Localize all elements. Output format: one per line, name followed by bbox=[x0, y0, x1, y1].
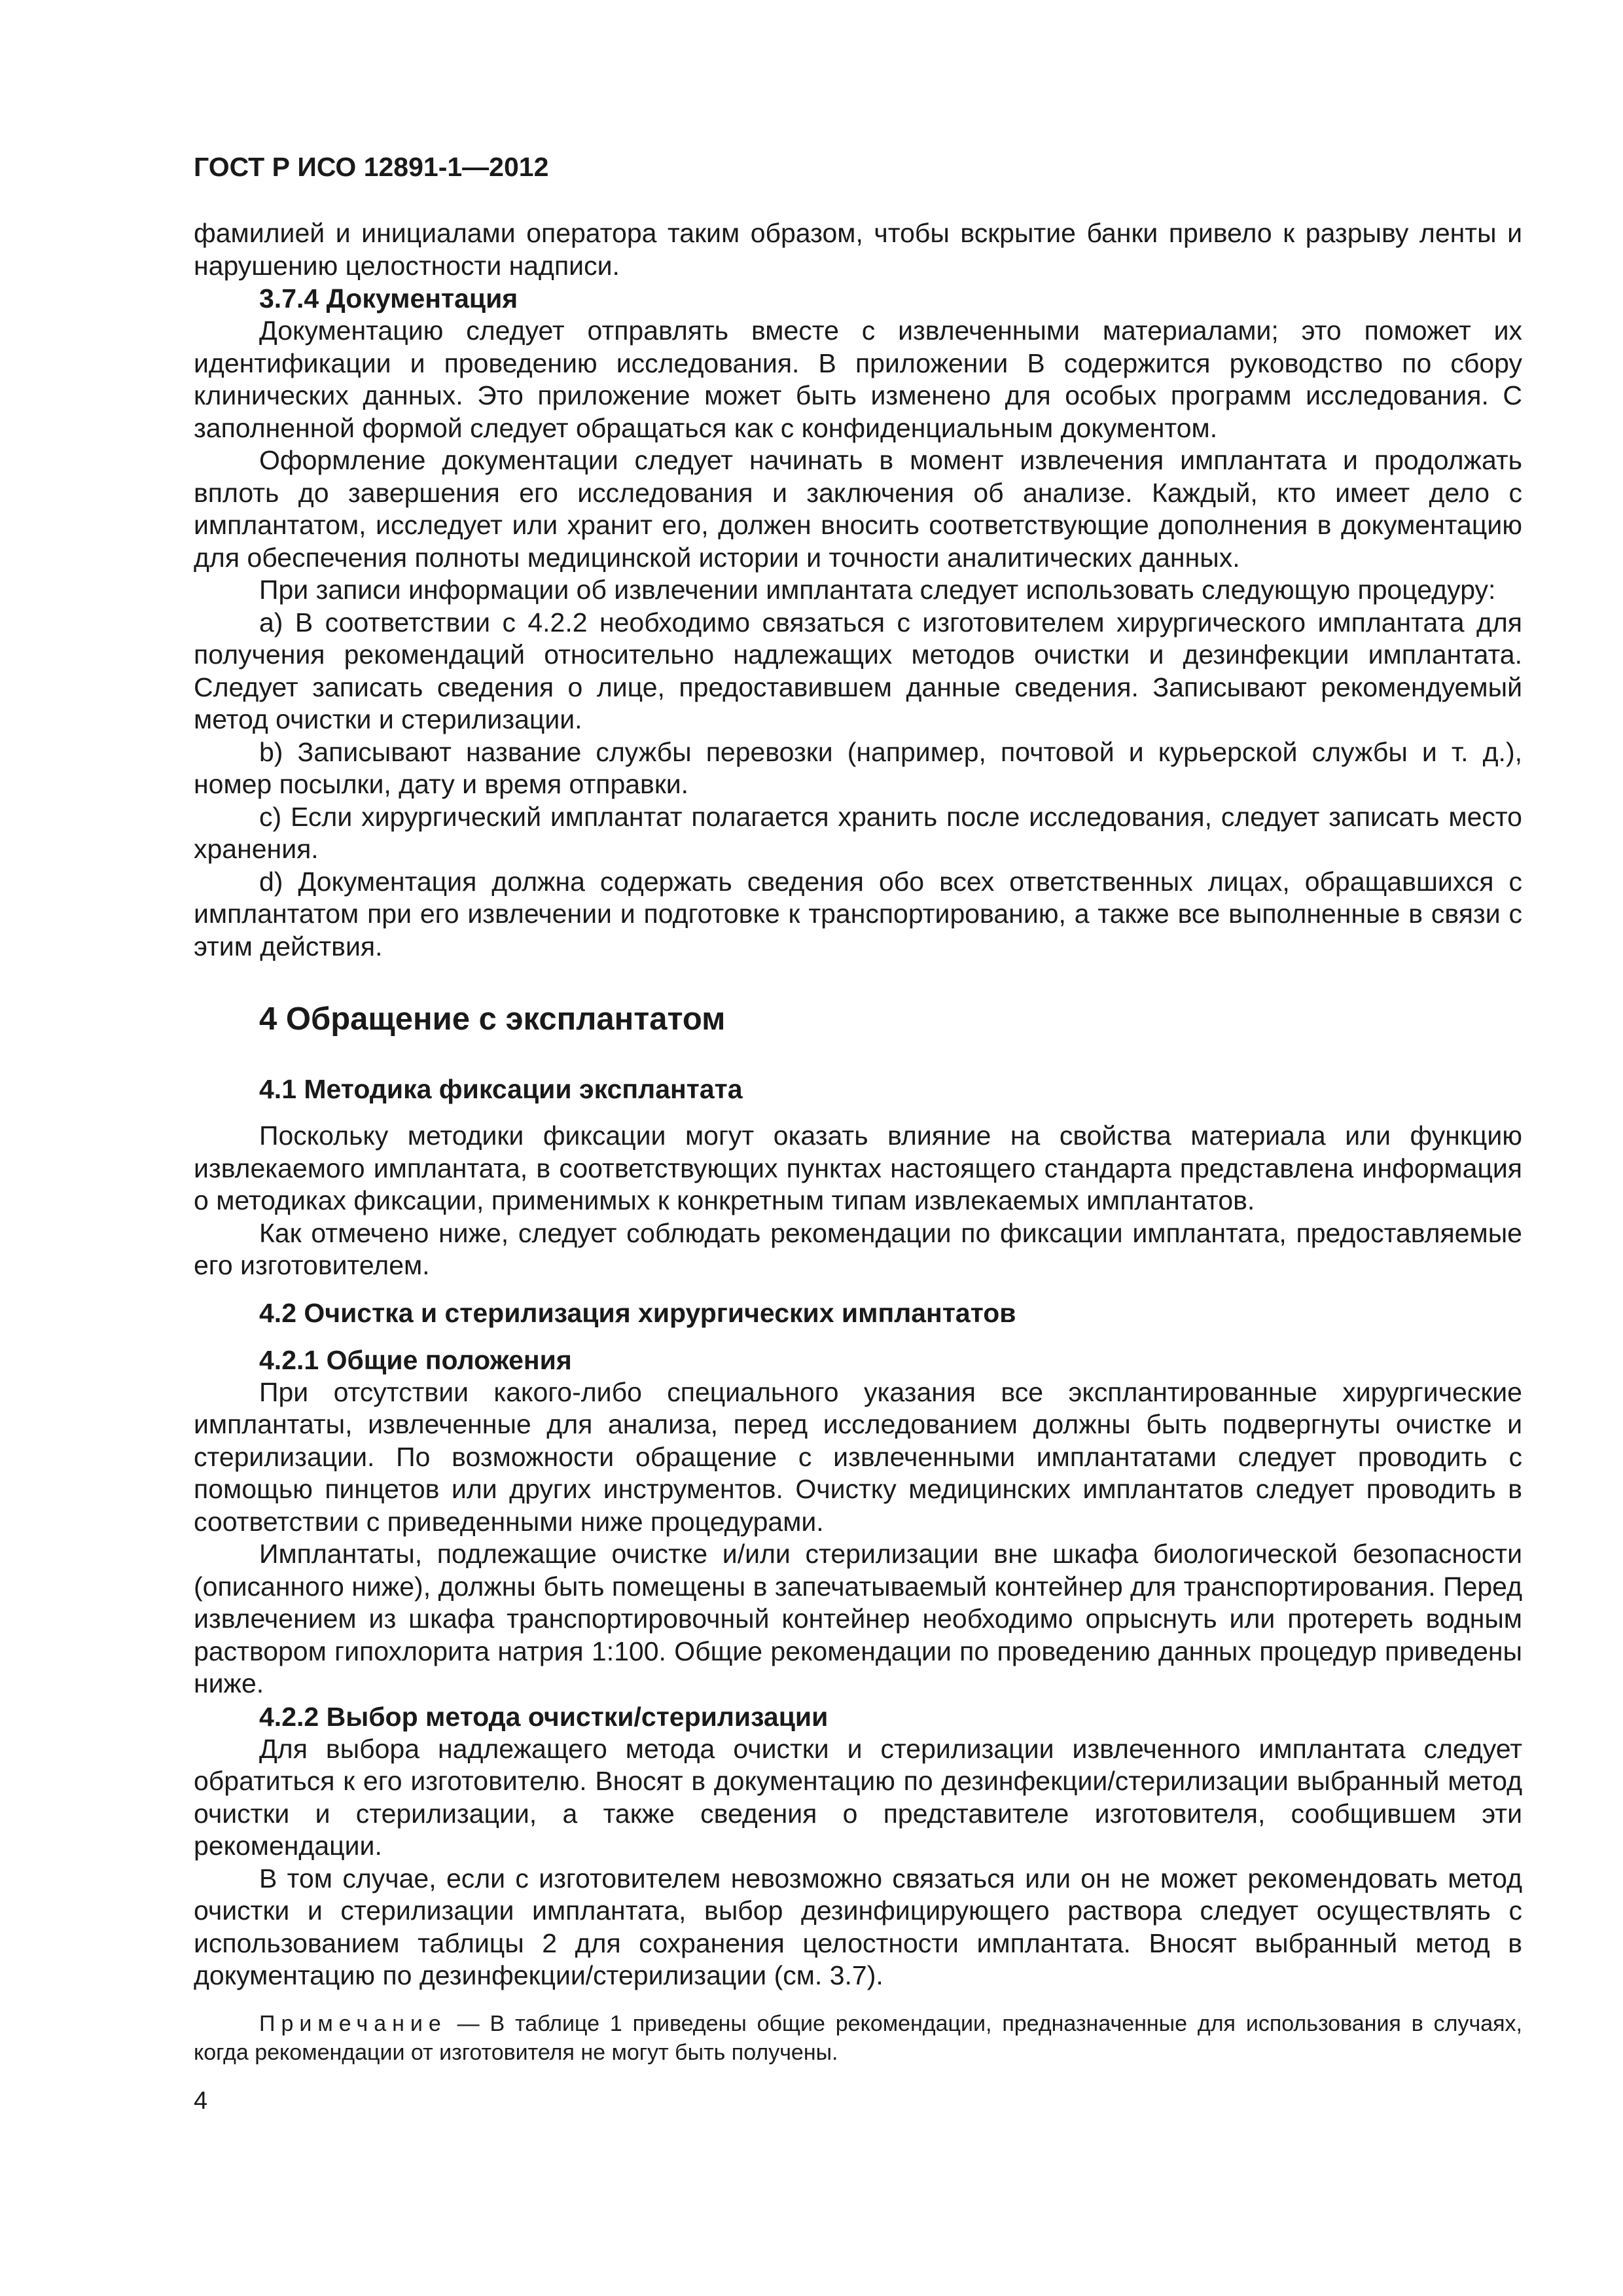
page-number: 4 bbox=[194, 2087, 208, 2115]
heading-section-4: 4 Обращение с эксплантатом bbox=[259, 1001, 726, 1037]
paragraph-4-2-1-b: Имплантаты, подлежащие очистке и/или стерилизации вне шкафа биологической безопасности (описанного ниже), должны быть помещены в запечатываемый контейнер для транспортирования. Перед извлечением из шкафа транспортировочный контейнер необходимо опрыснуть или протереть водным раствором гипохлорита натрия 1:100. Общие рекомендации по проведению данных процедур приведены ниже. bbox=[194, 1539, 1522, 1698]
document-header-title: ГОСТ Р ИСО 12891-1—2012 bbox=[194, 152, 549, 182]
heading-4-2-1: 4.2.1 Общие положения bbox=[259, 1344, 572, 1375]
list-item-a: a) В соответствии с 4.2.2 необходимо связаться с изготовителем хирургического имплантата для получения рекомендаций относительно надлежащих методов очистки и дезинфекции имплантата. Следует записать сведения о лице, предоставившем данные сведения. Записывают рекомендуемый метод очистки и стерилизации. bbox=[194, 607, 1522, 734]
document-page bbox=[194, 151, 1522, 2067]
list-item-b: b) Записывают название службы перевозки (например, почтовой и курьерской службы и т. д.), номер посылки, дату и время отправки. bbox=[194, 736, 1522, 799]
paragraph-documentation-3: При записи информации об извлечении имплантата следует использовать следующую процедуру: bbox=[259, 575, 1496, 605]
paragraph-intro-continuation: фамилией и инициалами оператора таким образом, чтобы вскрытие банки привело к разрыву ленты и нарушению целостности надписи. bbox=[194, 218, 1522, 281]
paragraph-4-1-a: Поскольку методики фиксации могут оказать влияние на свойства материала или функцию извлекаемого имплантата, в соответствующих пунктах настоящего стандарта представлена информация о методиках фиксации, применимых к конкретным типам извлекаемых имплантатов. bbox=[194, 1121, 1522, 1215]
heading-4-2: 4.2 Очистка и стерилизация хирургических имплантатов bbox=[259, 1297, 1016, 1328]
note-text: — В таблице 1 приведены общие рекомендации, предназначенные для использования в случаях, когда рекомендации от изготовителя не могут быть получены. bbox=[194, 2011, 1522, 2065]
paragraph-4-2-1-a: При отсутствии какого-либо специального указания все эксплантированные хирургические имплантаты, извлеченные для анализа, перед исследованием должны быть подвергнуты очистке и стерилизации. По возможности обращение с извлеченными имплантатами следует проводить с помощью пинцетов или других инструментов. Очистку медицинских имплантатов следует проводить в соответствии с приведенными ниже процедурами. bbox=[194, 1376, 1522, 1537]
list-item-c: c) Если хирургический имплантат полагается хранить после исследования, следует записать место хранения. bbox=[194, 801, 1522, 864]
list-item-d: d) Документация должна содержать сведения обо всех ответственных лицах, обращавшихся с имплантатом при его извлечении и подготовке к транспортированию, а также все выполненные в связи с этим действия. bbox=[194, 866, 1522, 961]
note-label: Примечание bbox=[259, 2011, 447, 2036]
heading-4-1: 4.1 Методика фиксации эксплантата bbox=[259, 1074, 743, 1104]
paragraph-4-1-b: Как отмечено ниже, следует соблюдать рекомендации по фиксации имплантата, предоставляемые его изготовителем. bbox=[194, 1217, 1522, 1280]
note bbox=[194, 2009, 1522, 2067]
heading-3-7-4: 3.7.4 Документация bbox=[259, 283, 518, 314]
heading-4-2-2: 4.2.2 Выбор метода очистки/стерилизации bbox=[259, 1701, 829, 1732]
paragraph-documentation-2: Оформление документации следует начинать в момент извлечения имплантата и продолжать вплоть до завершения его исследования и заключения об анализе. Каждый, кто имеет дело с имплантатом, исследует или хранит его, должен вносить соответствующие дополнения в документацию для обеспечения полноты медицинской истории и точности аналитических данных. bbox=[194, 445, 1522, 573]
paragraph-4-2-2-b: В том случае, если с изготовителем невозможно связаться или он не может рекомендовать метод очистки и стерилизации имплантата, выбор дезинфицирующего раствора следует осуществлять с использованием таблицы 2 для сохранения целостности имплантата. Вносят выбранный метод в документацию по дезинфекции/стерилизации (см. 3.7). bbox=[194, 1863, 1522, 1990]
paragraph-4-2-2-a: Для выбора надлежащего метода очистки и стерилизации извлеченного имплантата следует обратиться к его изготовителю. Вносят в документацию по дезинфекции/стерилизации выбранный метод очистки и стерилизации, а также сведения о представителе изготовителя, сообщившем эти рекомендации. bbox=[194, 1733, 1522, 1861]
paragraph-documentation-1: Документацию следует отправлять вместе с извлеченными материалами; это поможет их идентификации и проведению исследования. В приложении В содержится руководство по сбору клинических данных. Это приложение может быть изменено для особых программ исследования. С заполненной формой следует обращаться как с конфиденциальным документом. bbox=[194, 315, 1522, 443]
